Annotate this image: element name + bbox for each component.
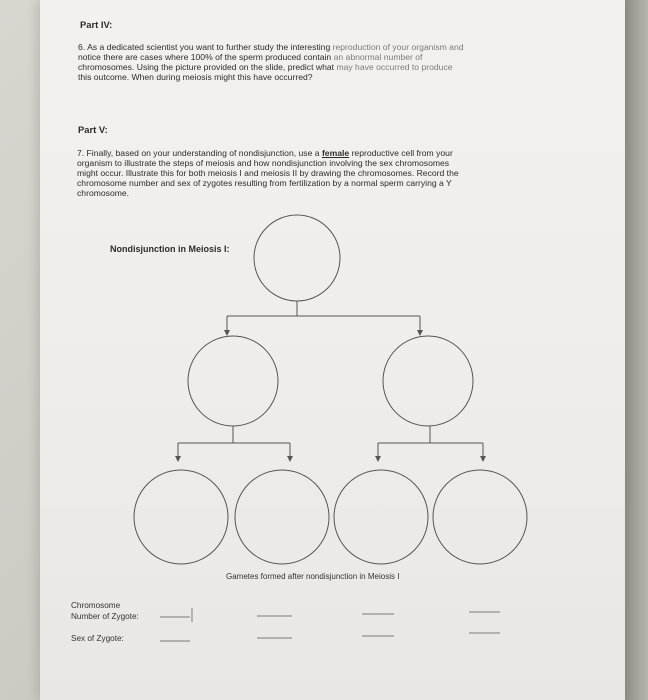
q6-line-2-faded: an abnormal number of [333, 52, 423, 62]
q6-line-3-faded: may have occurred to produce [336, 62, 453, 72]
gametes-caption: Gametes formed after nondisjunction in Meiosis I [226, 572, 400, 581]
worksheet-page [40, 0, 625, 700]
meiosis1-cell-left [188, 336, 278, 426]
chromosome-label: Chromosome [71, 601, 121, 610]
q7-line-4: chromosome number and sex of zygotes resulting from fertilization by a normal sperm carrying a Y [77, 178, 452, 188]
q7-line-5: chromosome. [77, 188, 130, 198]
q7-line-2: organism to illustrate the steps of meiosis and how nondisjunction involving the sex chromosomes [77, 158, 450, 168]
q7-line-3: might occur. Illustrate this for both meiosis I and meiosis II by drawing the chromosomes. Record the [77, 168, 459, 178]
gamete-cell-2 [235, 470, 329, 564]
meiosis-diagram [40, 0, 625, 700]
arrow-down-icon [224, 330, 230, 336]
q6-line-3-text: chromosomes. Using the picture provided on the slide, predict what [78, 62, 335, 72]
diagram-title: Nondisjunction in Meiosis I: [110, 244, 230, 254]
arrow-down-icon [480, 456, 486, 462]
q6-line-1-faded: reproduction of your organism and [332, 42, 464, 52]
gamete-cell-1 [134, 470, 228, 564]
number-of-zygote-label: Number of Zygote: [71, 612, 139, 621]
q6-line-4: this outcome. When during meiosis might this have occurred? [78, 72, 313, 82]
arrow-down-icon [375, 456, 381, 462]
part4-heading: Part IV: [80, 19, 113, 30]
arrow-down-icon [175, 456, 181, 462]
q6-line-1-text: 6. As a dedicated scientist you want to further study the interesting [78, 42, 331, 52]
background-edge [625, 0, 648, 700]
gamete-cell-3 [334, 470, 428, 564]
meiosis1-cell-right [383, 336, 473, 426]
q7-line-1-text: 7. Finally, based on your understanding of nondisjunction, use a [77, 148, 320, 158]
part5-heading: Part V: [78, 124, 108, 135]
sex-of-zygote-label: Sex of Zygote: [71, 634, 124, 643]
arrow-down-icon [287, 456, 293, 462]
q7-female-underlined: female [321, 148, 350, 158]
q7-line-1-tail: reproductive cell from your [351, 148, 453, 158]
arrow-down-icon [417, 330, 423, 336]
q6-line-2-text: notice there are cases where 100% of the sperm produced contain [78, 52, 332, 62]
parent-cell-circle [254, 215, 340, 301]
gamete-cell-4 [433, 470, 527, 564]
